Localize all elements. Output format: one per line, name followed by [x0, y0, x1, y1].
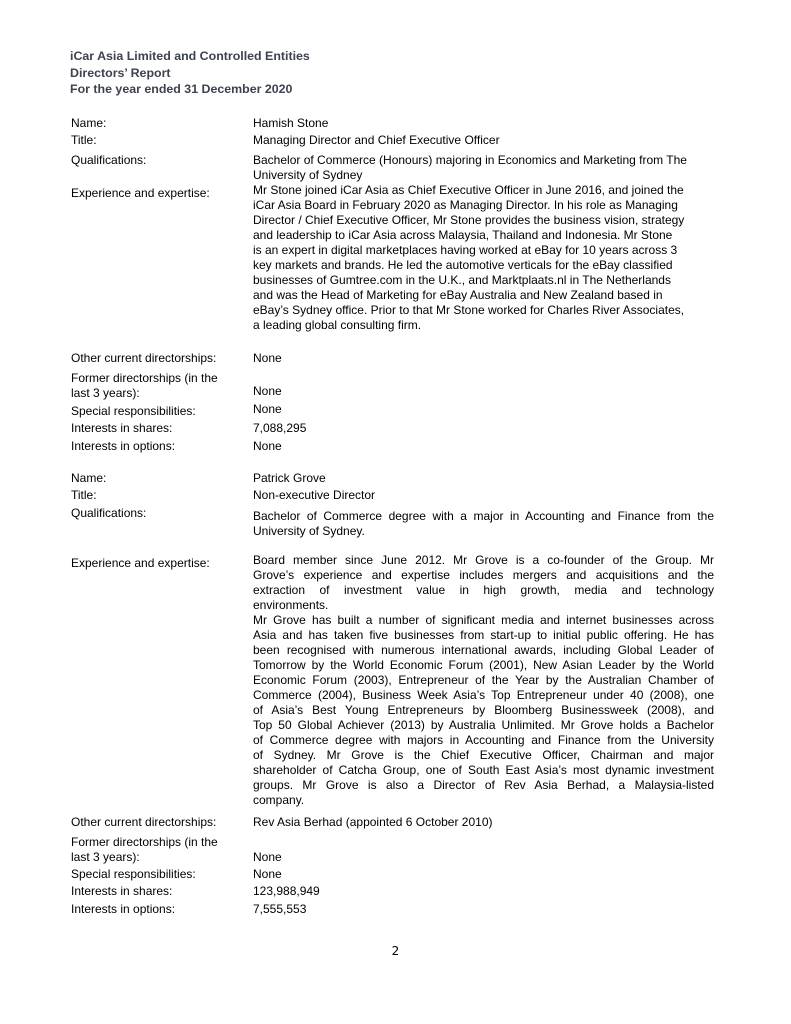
experience-line: Tomorrow by the World Economic Forum (2001), New Asian Leader by the World	[253, 658, 714, 672]
page-number: 2	[391, 944, 400, 958]
former-directorships-value: None	[253, 850, 282, 864]
experience-line: and leadership to iCar Asia across Malaysia, Thailand and Indonesia. Mr Stone	[253, 228, 673, 242]
experience-label: Experience and expertise:	[71, 556, 210, 570]
qualifications-line: University of Sydney.	[253, 524, 365, 538]
interests-options-value: 7,555,553	[253, 902, 307, 916]
report-header	[70, 48, 310, 98]
experience-line: Director / Chief Executive Officer, Mr Stone provides the business vision, strategy	[253, 213, 685, 227]
other-directorships-label: Other current directorships:	[71, 351, 217, 365]
interests-shares-value: 123,988,949	[253, 884, 320, 898]
experience-line: been recognised with numerous international awards, including Global Leader of	[253, 643, 714, 657]
experience-line: is an expert in digital marketplaces having worked at eBay for 10 years across 3	[253, 243, 678, 257]
experience-line: Mr Grove has built a number of significant media and internet businesses across	[253, 613, 714, 627]
director-qualifications	[253, 153, 714, 183]
experience-line: Economic Forum (2003), Entrepreneur of the Year by the Australian Chamber of	[253, 673, 714, 687]
interests-options-value: None	[253, 439, 282, 453]
interests-options-label: Interests in options:	[71, 902, 176, 916]
former-directorships-label-line: Former directorships (in the	[71, 835, 218, 849]
qualifications-line: Bachelor of Commerce (Honours) majoring in Economics and Marketing from The	[253, 153, 687, 167]
experience-label: Experience and expertise:	[71, 186, 210, 200]
special-responsibilities-value: None	[253, 867, 282, 881]
experience-line: Top 50 Global Achiever (2013) by Australia Unlimited. Mr Grove holds a Bachelor	[253, 718, 714, 732]
experience-line: shareholder of Catcha Group, one of South East Asia’s most dynamic investment	[253, 763, 714, 777]
report-period: For the year ended 31 December 2020	[70, 82, 293, 96]
former-directorships-label	[71, 371, 246, 401]
former-directorships-label-line: last 3 years):	[71, 850, 140, 864]
company-name: iCar Asia Limited and Controlled Entities	[70, 49, 310, 63]
experience-line: of Asia’s Best Young Entrepreneurs by Bloomberg Businessweek (2008), and	[253, 703, 714, 717]
former-directorships-label	[71, 835, 246, 865]
experience-line: businesses of Gumtree.com in the U.K., and Marktplaats.nl in The Netherlands	[253, 273, 671, 287]
other-directorships-value: Rev Asia Berhad (appointed 6 October 2010)	[253, 815, 493, 829]
experience-line: Board member since June 2012. Mr Grove is a co-founder of the Group. Mr	[253, 553, 714, 567]
other-directorships-value: None	[253, 351, 282, 365]
experience-line: Grove’s experience and expertise includes mergers and acquisitions and the	[253, 568, 714, 582]
qualifications-label: Qualifications:	[71, 506, 147, 520]
title-label: Title:	[71, 133, 97, 147]
other-directorships-label: Other current directorships:	[71, 815, 217, 829]
experience-line: of Sydney. Mr Grove is the Chief Executive Officer, Chairman and major	[253, 748, 714, 762]
experience-line: eBay’s Sydney office. Prior to that Mr Stone worked for Charles River Associates,	[253, 303, 685, 317]
special-responsibilities-label: Special responsibilities:	[71, 404, 196, 418]
experience-line: Mr Stone joined iCar Asia as Chief Executive Officer in June 2016, and joined the	[253, 183, 684, 197]
director-experience	[253, 183, 714, 333]
director-name: Patrick Grove	[253, 471, 326, 485]
former-directorships-label-line: Former directorships (in the	[71, 371, 218, 385]
experience-line: groups. Mr Grove is also a Director of Rev Asia Berhad, a Malaysia-listed	[253, 778, 714, 792]
experience-line: extraction of investment value in high growth, media and technology	[253, 583, 714, 597]
experience-line: company.	[253, 793, 305, 807]
qualifications-line: Bachelor of Commerce degree with a major in Accounting and Finance from the	[253, 509, 714, 523]
title-label: Title:	[71, 488, 97, 502]
director-title: Non-executive Director	[253, 488, 376, 502]
qualifications-line: University of Sydney	[253, 168, 363, 182]
experience-line: environments.	[253, 598, 329, 612]
experience-line: iCar Asia Board in February 2020 as Managing Director. In his role as Managing	[253, 198, 678, 212]
interests-shares-value: 7,088,295	[253, 421, 307, 435]
experience-line: Commerce (2004), Business Week Asia’s Top Entrepreneur under 40 (2008), one	[253, 688, 714, 702]
experience-line: and was the Head of Marketing for eBay Australia and New Zealand based in	[253, 288, 663, 302]
director-title: Managing Director and Chief Executive Officer	[253, 133, 500, 147]
report-title: Directors’ Report	[70, 65, 171, 80]
experience-line: a leading global consulting firm.	[253, 318, 422, 332]
name-label: Name:	[71, 471, 107, 485]
special-responsibilities-label: Special responsibilities:	[71, 867, 196, 881]
experience-line: Asia and has taken five businesses from start-up to initial public offering. He has	[253, 628, 714, 642]
qualifications-label: Qualifications:	[71, 153, 147, 167]
director-qualifications	[253, 509, 714, 539]
interests-shares-label: Interests in shares:	[71, 421, 173, 435]
experience-line: of Commerce degree with majors in Accounting and Finance from the University	[253, 733, 714, 747]
interests-shares-label: Interests in shares:	[71, 884, 173, 898]
experience-line: key markets and brands. He led the automotive verticals for the eBay classified	[253, 258, 673, 272]
name-label: Name:	[71, 116, 107, 130]
interests-options-label: Interests in options:	[71, 439, 176, 453]
special-responsibilities-value: None	[253, 402, 282, 416]
director-experience	[253, 553, 714, 808]
former-directorships-value: None	[253, 384, 282, 398]
director-name: Hamish Stone	[253, 116, 329, 130]
former-directorships-label-line: last 3 years):	[71, 386, 140, 400]
